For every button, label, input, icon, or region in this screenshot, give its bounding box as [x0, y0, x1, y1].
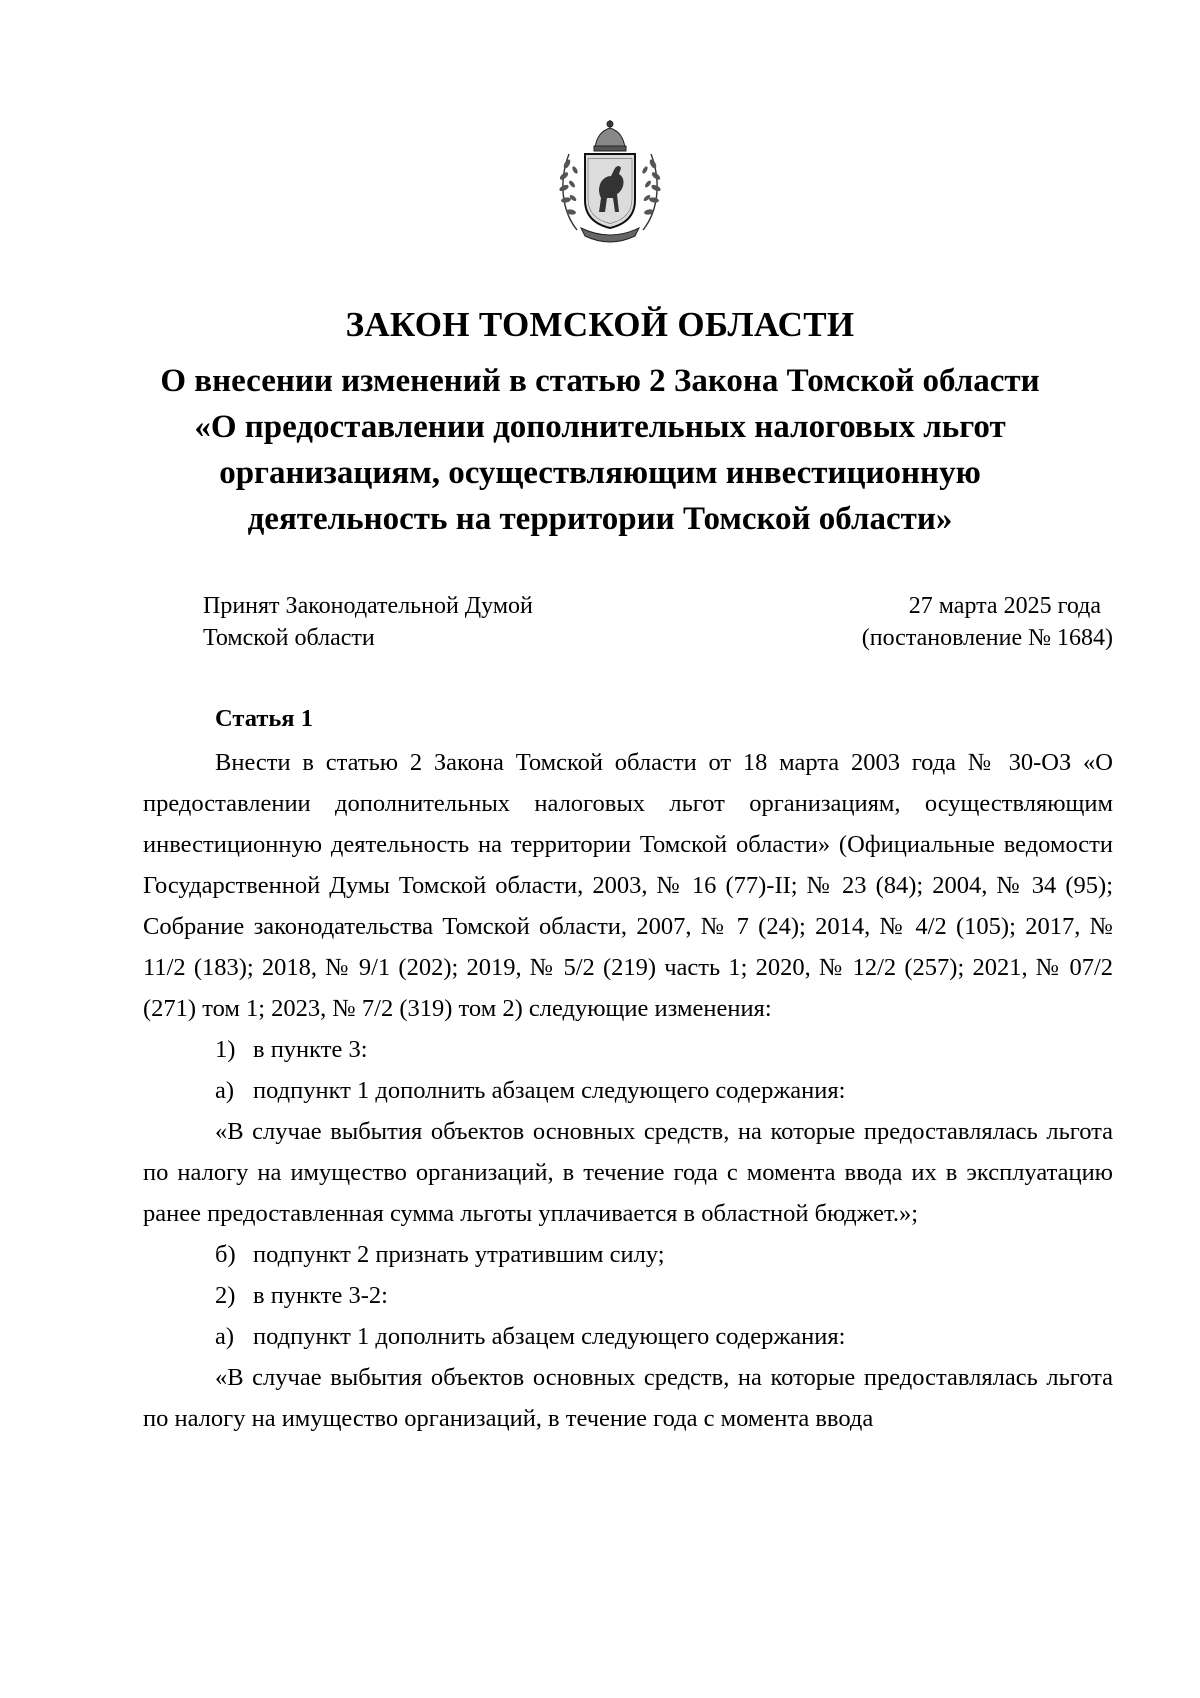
adopting-body-line: Принят Законодательной Думой	[203, 593, 533, 619]
list-marker: а)	[215, 1323, 235, 1350]
subtitle-line: «О предоставлении дополнительных налоговых льгот	[194, 409, 1006, 445]
list-item	[143, 1275, 1113, 1316]
subtitle-line: организациям, осуществляющим инвестиционную	[219, 455, 981, 491]
list-text: подпункт 1 дополнить абзацем следующего содержания:	[253, 1323, 846, 1350]
list-marker: б)	[215, 1241, 236, 1268]
resolution-number: (постановление № 1684)	[861, 625, 1113, 651]
list-item	[143, 1234, 1113, 1275]
coat-of-arms	[555, 118, 665, 246]
adopting-body-line: Томской области	[203, 625, 375, 651]
list-item	[143, 1070, 1113, 1111]
adopting-body	[203, 590, 533, 654]
tomsk-oblast-coat-of-arms-icon	[555, 118, 665, 246]
adoption-date-block	[862, 590, 1113, 654]
adoption-date: 27 марта 2025 года	[908, 593, 1101, 619]
list-text: в пункте 3:	[253, 1036, 368, 1063]
list-marker: а)	[215, 1077, 235, 1104]
law-subtitle	[100, 358, 1100, 542]
list-text: подпункт 2 признать утратившим силу;	[253, 1241, 665, 1268]
list-item	[143, 1316, 1113, 1357]
law-heading: ЗАКОН ТОМСКОЙ ОБЛАСТИ	[345, 305, 855, 344]
article-intro-paragraph: Внести в статью 2 Закона Томской области от 18 марта 2003 года № 30-ОЗ «О предоставлении дополнительных налоговых льгот организациям, осуществляющим инвестиционную деятельность на территории Томской области» (Официальные ведомости Государственной Думы Томской области, 2003, № 16 (77)-II; № 23 (84); 2004, № 34 (95); Собрание законодательства Томской области, 2007, № 7 (24); 2014, № 4/2 (105); 2017, № 11/2 (183); 2018, № 9/1 (202); 2019, № 5/2 (219) часть 1; 2020, № 12/2 (257); 2021, № 07/2 (271) том 1; 2023, № 7/2 (319) том 2) следующие изменения:	[143, 749, 1113, 1022]
list-marker: 2)	[215, 1282, 236, 1309]
subtitle-line: О внесении изменений в статью 2 Закона Томской области	[160, 363, 1040, 399]
article-body	[143, 698, 1113, 1439]
quoted-paragraph: «В случае выбытия объектов основных средств, на которые предоставлялась льгота по налогу на имущество организаций, в течение года с момента ввода их в эксплуатацию ранее предоставленная сумма льготы уплачивается в областной бюджет.»;	[143, 1118, 1113, 1227]
title-block	[100, 302, 1100, 542]
quoted-paragraph: «В случае выбытия объектов основных средств, на которые предоставлялась льгота по налогу на имущество организаций, в течение года с момента ввода	[143, 1364, 1113, 1432]
list-item	[143, 1029, 1113, 1070]
list-text: подпункт 1 дополнить абзацем следующего содержания:	[253, 1077, 846, 1104]
list-marker: 1)	[215, 1036, 236, 1063]
list-text: в пункте 3-2:	[253, 1282, 388, 1309]
article-title: Статья 1	[215, 705, 313, 732]
subtitle-line: деятельность на территории Томской области»	[247, 501, 953, 537]
